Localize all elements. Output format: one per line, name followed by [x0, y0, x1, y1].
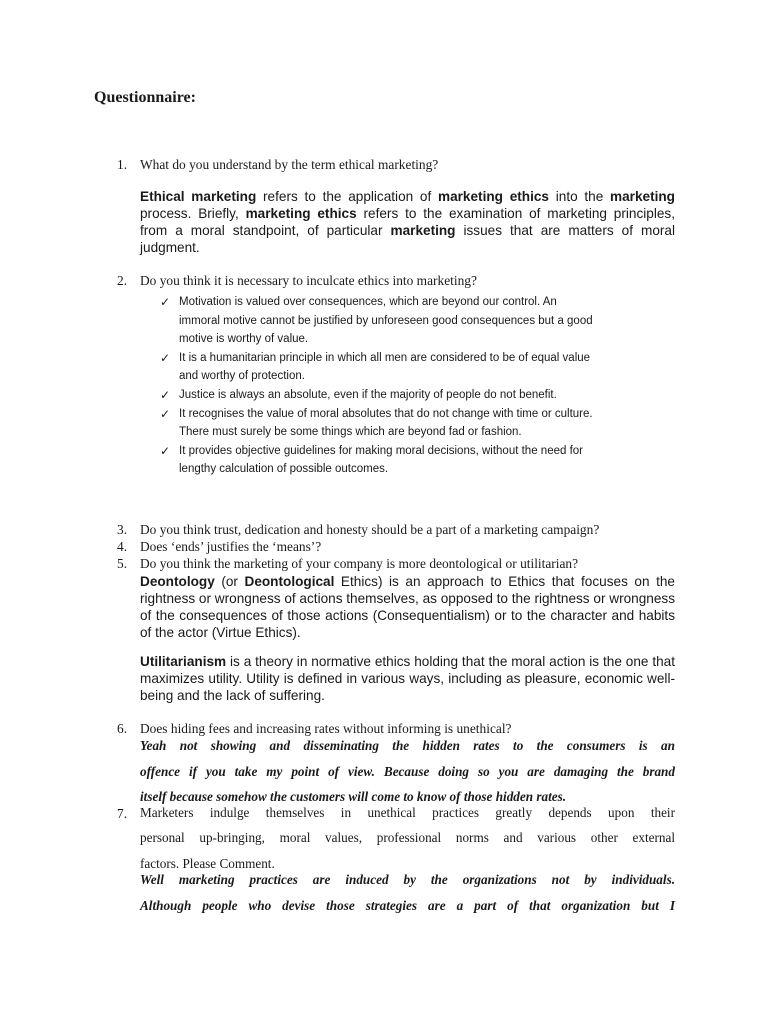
q7-question-line-3: factors. Please Comment. — [140, 856, 275, 871]
q7-question-line-1: Marketers indulge themselves in unethical practices greatly depends upon their — [140, 805, 675, 820]
term-marketing-ethics: marketing ethics — [438, 189, 549, 204]
checklist-item — [160, 386, 600, 405]
q1-answer-text-5: issues that are matters of moral judgment. — [140, 223, 675, 255]
q5-number: 5. — [117, 556, 128, 571]
checklist-item-text: Motivation is valued over consequences, which are beyond our control. An immoral motive cannot be justified by unforeseen good consequences but a good motive is worthy of value. — [179, 296, 593, 346]
q2-number: 2. — [117, 273, 128, 288]
checkmark-icon: ✓ — [160, 295, 171, 309]
term-marketing-ethics-2: marketing ethics — [245, 206, 357, 221]
checkmark-icon: ✓ — [160, 443, 171, 458]
checklist-item-text: It recognises the value of moral absolutes that do not change with time or culture. There must surely be some things which are beyond fad or fashion. — [179, 407, 593, 439]
q1-question: What do you understand by the term ethical marketing? — [140, 157, 439, 172]
q6-number: 6. — [117, 721, 128, 736]
checklist-item-text: It provides objective guidelines for making moral decisions, without the need for lengthy calculation of possible outcomes. — [179, 444, 583, 476]
q1-answer — [140, 188, 675, 256]
q7-answer-line-2: Although people who devise those strategies are a part of that organization but I — [140, 898, 675, 913]
q4-number: 4. — [117, 539, 128, 554]
q1-answer-text-4: refers to the examination of marketing principles, from a moral standpoint, of particular — [140, 206, 675, 238]
q5-deontology-text-2: Ethics) is an approach to Ethics that focuses on the rightness or wrongness of actions themselves, as opposed to the rightness or wrongness of the consequences of those actions (Consequentialism) or to the character and habits of the actor (Virtue Ethics). — [140, 574, 675, 640]
checkmark-icon: ✓ — [160, 387, 171, 402]
term-marketing: marketing — [610, 189, 675, 204]
q5-utilitarianism-text: is a theory in normative ethics holding that the moral action is the one that maximizes utility. Utility is defined in various ways, including as pleasure, economic well-being and the lack of suffering. — [140, 654, 675, 703]
q1-answer-text-3: process. Briefly, — [140, 206, 246, 221]
q7-question-line-2: personal up-bringing, moral values, professional norms and various other external — [140, 830, 675, 845]
checklist-item-text: Justice is always an absolute, even if the majority of people do not benefit. — [179, 388, 557, 401]
q7-number: 7. — [117, 806, 128, 821]
q5-deontology-text-1: (or — [214, 574, 245, 589]
q5-utilitarianism-answer — [140, 653, 675, 704]
term-deontological: Deontological — [244, 574, 335, 589]
q6-question: Does hiding fees and increasing rates without informing is unethical? — [140, 721, 512, 736]
term-utilitarianism: Utilitarianism — [140, 654, 227, 669]
q5-question: Do you think the marketing of your company is more deontological or utilitarian? — [140, 556, 579, 571]
term-ethical-marketing: Ethical marketing — [140, 189, 257, 204]
term-marketing-2: marketing — [390, 223, 456, 238]
term-deontology: Deontology — [140, 574, 215, 589]
checklist-item — [160, 405, 600, 442]
q4-question: Does ‘ends’ justifies the ‘means’? — [140, 539, 322, 554]
q5-deontology-answer — [140, 573, 675, 641]
q2-question: Do you think it is necessary to inculcate ethics into marketing? — [140, 273, 477, 288]
q6-answer-line-1: Yeah not showing and disseminating the hidden rates to the consumers is an — [140, 738, 675, 753]
checkmark-icon: ✓ — [160, 406, 171, 421]
q7-answer-line-1: Well marketing practices are induced by the organizations not by individuals. — [140, 872, 675, 887]
q6-answer-line-3: itself because somehow the customers will come to know of those hidden rates. — [140, 789, 567, 804]
checklist-item — [160, 293, 600, 349]
q2-checklist — [160, 293, 600, 479]
checklist-item — [160, 442, 600, 479]
checklist-item — [160, 349, 600, 386]
checklist-item-text: It is a humanitarian principle in which all men are considered to be of equal value and worthy of protection. — [179, 351, 591, 383]
q1-answer-text-1: refers to the application of — [256, 189, 438, 204]
checkmark-icon: ✓ — [160, 350, 171, 365]
page-title: Questionnaire: — [94, 89, 196, 106]
q3-question: Do you think trust, dedication and honesty should be a part of a marketing campaign? — [140, 522, 600, 537]
q1-answer-text-2: into the — [549, 189, 611, 204]
q6-answer-line-2: offence if you take my point of view. Because doing so you are damaging the brand — [140, 764, 675, 779]
q1-number: 1. — [117, 157, 128, 172]
q3-number: 3. — [117, 522, 128, 537]
